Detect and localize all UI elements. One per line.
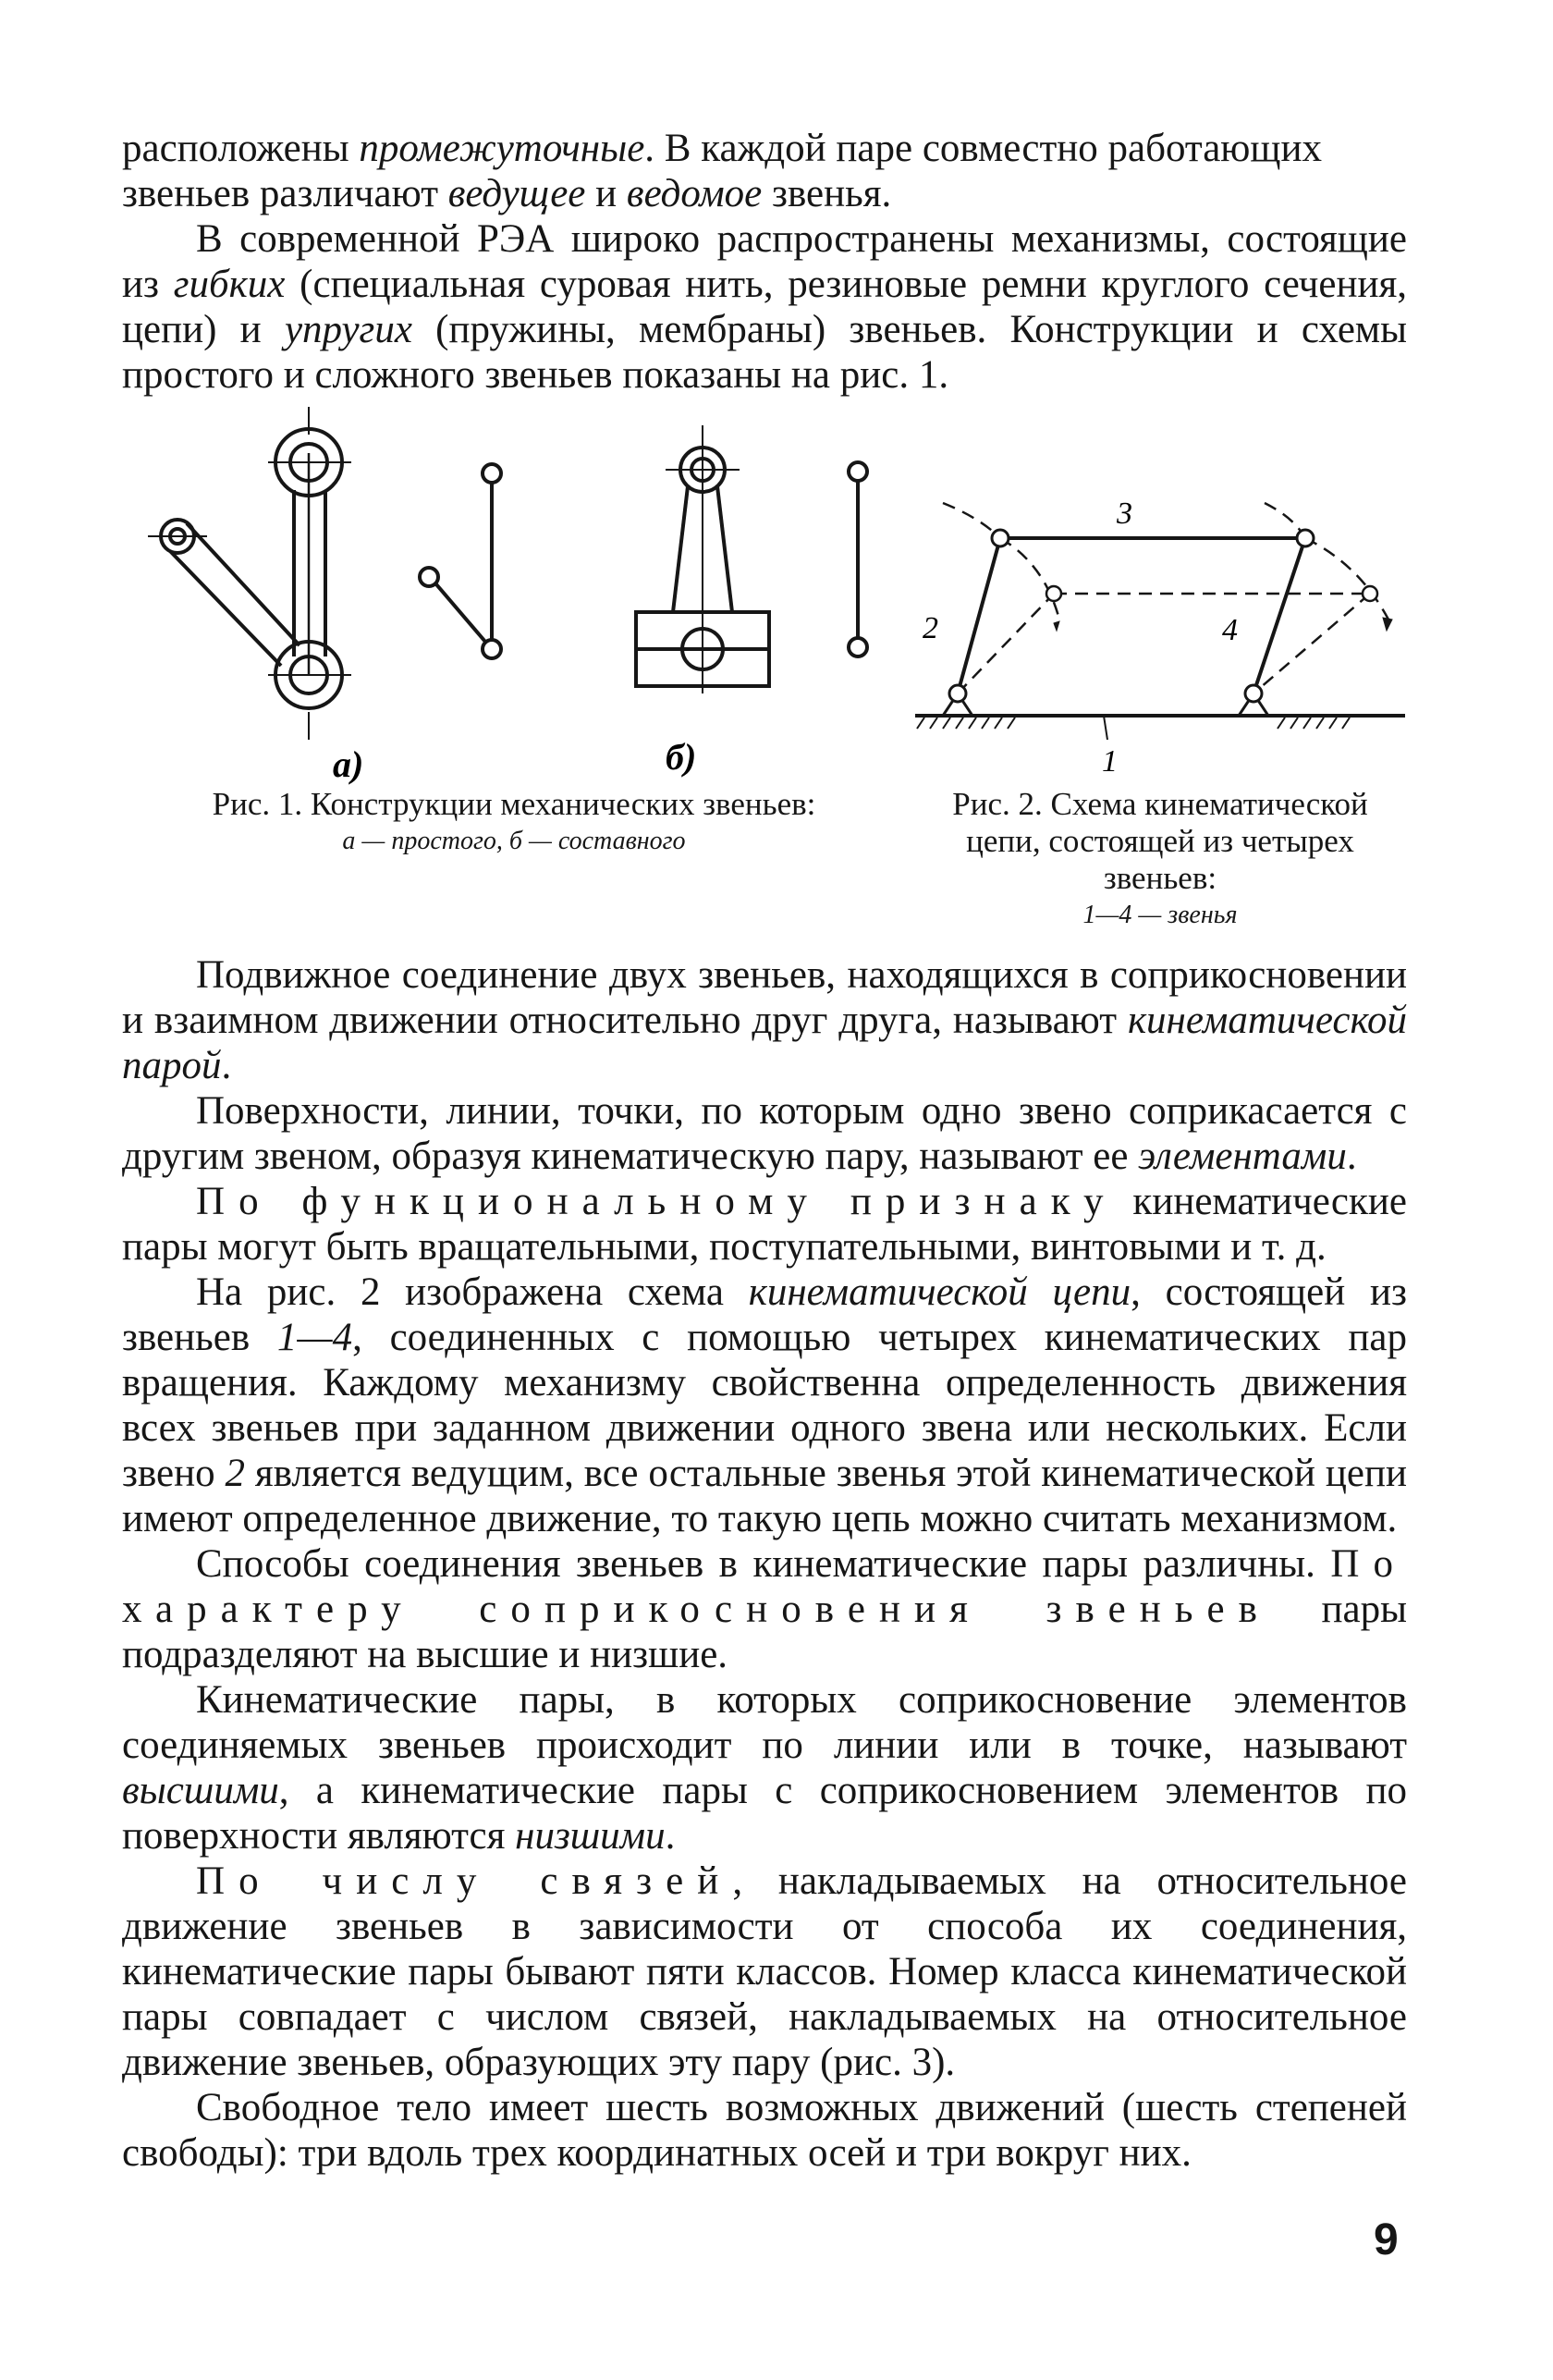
schema-a-joint-top <box>483 464 501 483</box>
schema-a-arm <box>436 584 485 642</box>
figure-1-label-b: б) <box>666 736 697 778</box>
paragraph-kinematic-chain: На рис. 2 изображена схема кинематической цепи, состоящей из звеньев 1—4, соединенных с помощью четырех кинематических пар вращения. Каждому механизму свойственна определенность движения всех звеньев при заданном движении одного звена или нескольких. Если звено 2 является ведущим, все остальные звенья этой кинематической цепи имеют определенное движение, то такую цепь можно считать механизмом. <box>122 1270 1408 1540</box>
figure-2-label-1: 1 <box>1102 744 1118 777</box>
schema-a-joint-bottom <box>483 640 501 658</box>
schema-b-joint-top <box>849 462 867 481</box>
figure-2-drawing <box>906 481 1424 777</box>
paragraph-functional: По функциональному признаку кинематические пары могут быть вращательными, поступательными, винтовыми и т. д. <box>122 1180 1407 1269</box>
figure-2-label-2: 2 <box>923 611 938 645</box>
ground-hatching <box>917 718 1350 729</box>
intro-text <box>122 126 1407 398</box>
joint-2-3 <box>992 530 1009 546</box>
main-text <box>122 952 1407 2176</box>
joint-moved-right <box>1363 586 1377 601</box>
joint-moved-left <box>1046 586 1061 601</box>
figure-1-label-a: а) <box>333 743 364 785</box>
figure-2-caption: Рис. 2. Схема кинематической цепи, состоящей из четырех звеньев: 1—4 — звенья <box>952 786 1368 929</box>
arrow-right-head <box>1383 618 1392 631</box>
arrow-left-head <box>1054 621 1059 631</box>
paragraph-higher-lower: Кинематические пары, в которых соприкосновение элементов соединяемых звеньев происходит по линии или в точке, называют высшими, а кинематические пары с соприкосновением элементов по поверхности являются низшими. <box>122 1678 1407 1858</box>
joint-right-ground <box>1245 685 1262 702</box>
paragraph-constraints: По числу связей, накладываемых на относительное движение звеньев в зависимости от способа их соединения, кинематические пары бывают пяти классов. Номер класса кинематической пары совпадает с числом связей, накладываемых на относительное движение звеньев, образующих эту пару (рис. 3). <box>122 1859 1407 2084</box>
link-b-edge-right <box>717 486 732 612</box>
intro-paragraph: В современной РЭА широко распространены механизмы, состоящие из гибких (специальная суровая нить, резиновые ремни круглого сечения, цепи) и упругих (пружины, мембраны) звеньев. Конструкции и схемы простого и сложного звеньев показаны на рис. 1. <box>122 217 1408 397</box>
figure-1-drawing <box>129 388 887 795</box>
page-number: 9 <box>1374 2215 1399 2264</box>
figure-2-label-4: 4 <box>1222 613 1238 647</box>
paragraph-elements: Поверхности, линии, точки, по которым одно звено соприкасается с другим звеном, образуя кинематическую пару, называют ее элементами. <box>122 1089 1407 1178</box>
joint-3-4 <box>1297 530 1314 546</box>
intro-line-1: расположены промежуточные. В каждой паре совместно работающих <box>122 127 1323 170</box>
link-b-edge-left <box>673 486 688 612</box>
schema-a-joint-side <box>420 568 438 586</box>
figure-1-caption: Рис. 1. Конструкции механических звеньев: а — простого, б — составного <box>212 786 816 855</box>
paragraph-free-body: Свободное тело имеет шесть возможных движений (шесть степеней свободы): три вдоль трех координатных осей и три вокруг них. <box>122 2086 1407 2175</box>
joint-left-ground <box>949 685 966 702</box>
intro-line-2: звеньев различают ведущее и ведомое звенья. <box>122 172 892 215</box>
paragraph-kinematic-pair: Подвижное соединение двух звеньев, находящихся в соприкосновении и взаимном движении относительно друг друга, называют кинематической парой. <box>122 953 1407 1087</box>
figure-2-label-3: 3 <box>1117 497 1132 531</box>
displaced-position <box>943 503 1388 693</box>
paragraph-contact: Способы соединения звеньев в кинематические пары различны. По характеру соприкосновения звеньев пары подразделяют на высшие и низшие. <box>122 1542 1407 1676</box>
figure-2-leader-1 <box>1104 716 1107 740</box>
schema-b-joint-bottom <box>849 638 867 656</box>
